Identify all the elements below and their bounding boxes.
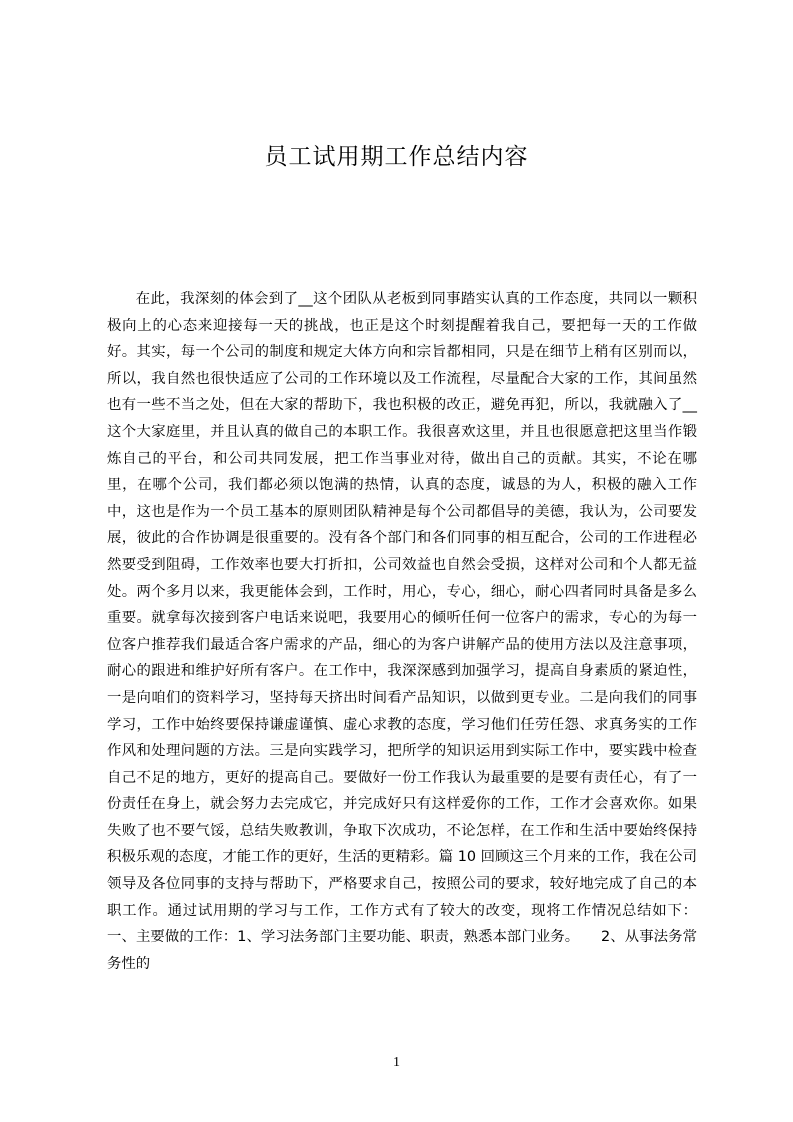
page-number: 1 <box>393 1055 400 1070</box>
page-title: 员工试用期工作总结内容 <box>264 144 529 170</box>
body-paragraph: 在此，我深刻的体会到了__这个团队从老板到同事踏实认真的工作态度，共同以一颗积极向上的心态来迎接每一天的挑战，也正是这个时刻提醒着我自己，要把每一天的工作做好。其实，每一个公司的制度和规定大体方向和宗旨都相同，只是在细节上稍有区别而以，所以，我自然也很快适应了公司的工作环境以及工作流程，尽量配合大家的工作，其间虽然也有一些不当之处，但在大家的帮助下，我也积极的改正，避免再犯，所以，我就融入了__这个大家庭里，并且认真的做自己的本职工作。我很喜欢这里，并且也很愿意把这里当作锻炼自己的平台，和公司共同发展，把工作当事业对待，做出自己的贡献。其实，不论在哪里，在哪个公司，我们都必须以饱满的热情，认真的态度，诚恳的为人，积极的融入工作中，这也是作为一个员工基本的原则团队精神是每个公司都倡导的美德，我认为，公司要发展，彼此的合作协调是很重要的。没有各个部门和各们同事的相互配合，公司的工作进程必然要受到阻碍，工作效率也要大打折扣，公司效益也自然会受损，这样对公司和个人都无益处。两个多月以来，我更能体会到，工作时，用心，专心，细心，耐心四者同时具备是多么重要。就拿每次接到客户电话来说吧，我要用心的倾听任何一位客户的需求，专心的为每一位客户推荐我们最适合客户需求的产品，细心的为客户讲解产品的使用方法以及注意事项，耐心的跟进和维护好所有客户。在工作中，我深深感到加强学习，提高自身素质的紧迫性，一是向咱们的资料学习，坚持每天挤出时间看产品知识，以做到更专业。二是向我们的同事学习，工作中始终要保持谦虚谨慎、虚心求教的态度，学习他们任劳任怨、求真务实的工作作风和处理问题的方法。三是向实践学习，把所学的知识运用到实际工作中，要实践中检查自己不足的地方，更好的提高自己。要做好一份工作我认为最重要的是要有责任心，有了一份责任在身上，就会努力去完成它，并完成好只有这样爱你的工作，工作才会喜欢你。如果失败了也不要气馁，总结失败教训，争取下次成功，不论怎样，在工作和生活中要始终保持积极乐观的态度，才能工作的更好，生活的更精彩。篇 10 回顾这三个月来的工作，我在公司领导及各位同事的支持与帮助下，严格要求自己，按照公司的要求，较好地完成了自己的本职工作。通过试用期的学习与工作，工作方式有了较大的改变，现将工作情况总结如下：一、主要做的工作：1、学习法务部门主要功能、职责，熟悉本部门业务。 2、从事法务常务性的 <box>107 291 697 972</box>
